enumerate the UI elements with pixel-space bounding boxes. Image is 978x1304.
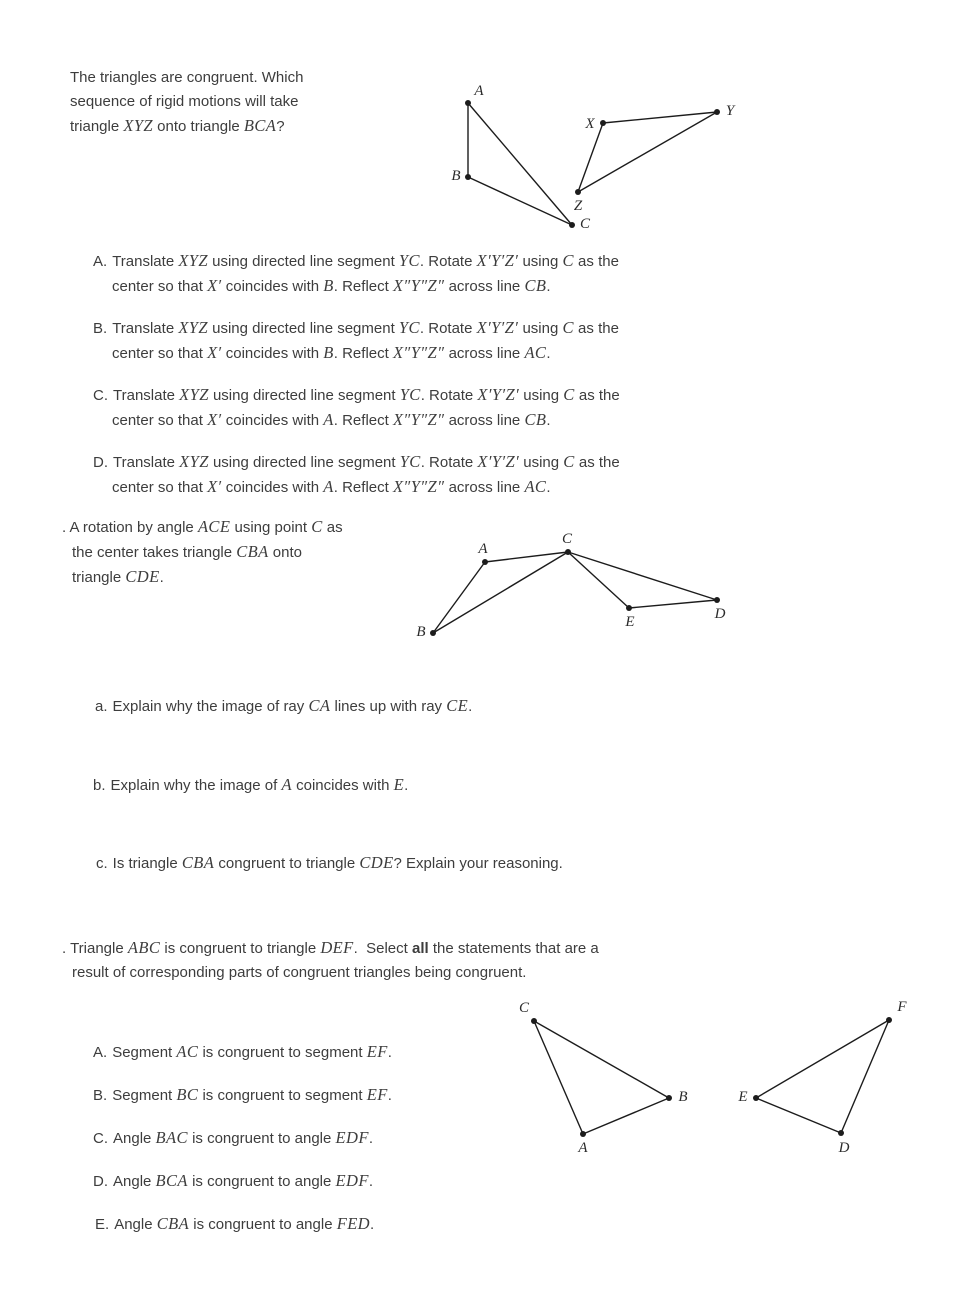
math-text: CB: [524, 276, 547, 295]
math-text: A: [323, 410, 334, 429]
triangle-edge: [568, 552, 629, 608]
vertex-dot: [626, 605, 632, 611]
math-text: E: [393, 775, 405, 794]
text-run: Translate: [113, 387, 180, 404]
text-run: center so that: [112, 345, 208, 362]
text-run: using: [519, 387, 564, 404]
text-run: .: [368, 1173, 373, 1190]
math-text: AC: [524, 477, 547, 496]
text-run: center so that: [112, 412, 208, 429]
math-text: CBA: [156, 1214, 190, 1233]
text-run: Is triangle: [112, 855, 182, 872]
math-text: X′: [207, 477, 222, 496]
math-text: CE: [446, 696, 469, 715]
math-text: B: [323, 343, 334, 362]
math-text: EDF: [335, 1171, 369, 1190]
q3-triangle-diagram: [505, 995, 925, 1160]
math-text: X′Y′Z′: [477, 452, 520, 471]
text-run: . Select: [353, 940, 412, 957]
math-text: C: [311, 517, 323, 536]
vertex-dot: [575, 189, 581, 195]
math-text: X′: [207, 276, 222, 295]
vertex-label: F: [897, 999, 907, 1015]
q1-prompt: [70, 66, 380, 139]
text-run: sequence of rigid motions will take: [70, 93, 299, 110]
text-run: . A rotation by angle: [62, 519, 198, 536]
text-run: across line: [444, 278, 525, 295]
text-run: using: [518, 253, 563, 270]
triangle-edge: [578, 123, 603, 192]
option-text: [112, 320, 619, 362]
math-text: X′Y′Z′: [476, 251, 519, 270]
math-text: YC: [399, 452, 421, 471]
text-run: using: [519, 454, 564, 471]
triangle-figure: [505, 995, 925, 1160]
q3-statement-e: [95, 1212, 565, 1237]
text-run: .: [159, 569, 164, 586]
text-run: . Reflect: [333, 345, 393, 362]
text-run: using point: [230, 519, 312, 536]
part-label: a.: [95, 698, 108, 715]
math-text: X″Y″Z″: [392, 276, 445, 295]
math-text: EDF: [335, 1128, 369, 1147]
text-run: Translate: [112, 253, 179, 270]
text-run: congruent to triangle: [214, 855, 360, 872]
math-text: CDE: [359, 853, 394, 872]
math-text: CA: [308, 696, 331, 715]
text-run: coincides with: [221, 278, 324, 295]
bold-text: all: [411, 940, 429, 957]
vertex-dot: [714, 597, 720, 603]
math-text: CDE: [125, 567, 160, 586]
triangle-figure: [405, 530, 735, 645]
q2-part-c: [96, 851, 736, 876]
q1-option-d: [93, 450, 765, 500]
text-run: as the: [573, 253, 619, 270]
statement-text: [114, 1216, 374, 1233]
text-run: Translate: [113, 454, 180, 471]
text-run: . Rotate: [420, 454, 478, 471]
vertex-label: B: [451, 168, 461, 184]
math-text: X″Y″Z″: [392, 410, 445, 429]
q1-option-c: [93, 383, 765, 433]
math-text: DEF: [320, 938, 354, 957]
text-run: as: [322, 519, 343, 536]
vertex-label: X: [585, 116, 595, 132]
math-text: YC: [398, 318, 420, 337]
vertex-label: Z: [573, 198, 583, 214]
text-run: coincides with: [221, 479, 324, 496]
q3-statement-d: [93, 1169, 563, 1194]
text-run: coincides with: [221, 412, 324, 429]
text-run: as the: [574, 454, 620, 471]
triangle-edge: [433, 562, 485, 633]
vertex-label: Y: [725, 103, 735, 119]
q3-prompt: [62, 936, 727, 985]
text-run: . Reflect: [333, 278, 393, 295]
option-label: A.: [93, 253, 108, 270]
q3-statement-b: [93, 1083, 563, 1108]
text-run: .: [404, 777, 409, 794]
text-run: The triangles are congruent. Which: [70, 69, 304, 86]
math-text: X′: [207, 410, 222, 429]
vertex-label: A: [578, 1140, 588, 1156]
text-run: .: [368, 1130, 373, 1147]
vertex-dot: [753, 1095, 759, 1101]
option-label: D.: [93, 454, 108, 471]
vertex-label: B: [678, 1089, 688, 1105]
vertex-label: A: [478, 541, 488, 557]
vertex-label: C: [579, 216, 591, 232]
text-run: . Triangle: [62, 940, 128, 957]
vertex-dot: [886, 1017, 892, 1023]
text-run: is congruent to angle: [189, 1216, 337, 1233]
math-text: C: [562, 318, 574, 337]
text-run: using: [518, 320, 563, 337]
triangle-edge: [485, 552, 568, 562]
text-run: center so that: [112, 479, 208, 496]
text-run: .: [387, 1044, 392, 1061]
triangle-edge: [578, 112, 717, 192]
text-run: across line: [444, 412, 525, 429]
text-run: Segment: [112, 1044, 177, 1061]
triangle-edge: [841, 1020, 889, 1133]
math-text: C: [563, 452, 575, 471]
math-text: AC: [524, 343, 547, 362]
math-text: XYZ: [123, 116, 154, 135]
text-run: Angle: [114, 1216, 157, 1233]
text-run: . Reflect: [333, 412, 393, 429]
vertex-dot: [465, 100, 471, 106]
triangle-edge: [433, 552, 568, 633]
math-text: BAC: [155, 1128, 188, 1147]
text-run: triangle: [70, 118, 124, 135]
math-text: A: [281, 775, 292, 794]
math-text: C: [563, 385, 575, 404]
vertex-label: D: [714, 606, 726, 622]
statement-text: [113, 1173, 373, 1190]
text-run: onto: [268, 544, 303, 561]
text-run: Angle: [113, 1173, 156, 1190]
text-run: . Rotate: [420, 387, 478, 404]
q1-option-b: [93, 316, 765, 366]
text-run: is congruent to angle: [187, 1173, 336, 1190]
triangle-figure: [430, 75, 760, 240]
text-run: . Rotate: [419, 320, 477, 337]
vertex-dot: [666, 1095, 672, 1101]
text-run: across line: [444, 479, 525, 496]
vertex-dot: [565, 549, 571, 555]
statement-label: D.: [93, 1173, 108, 1190]
text-run: . Rotate: [419, 253, 477, 270]
math-text: CBA: [236, 542, 269, 561]
statement-text: [112, 1044, 392, 1061]
text-run: Explain why the image of: [110, 777, 282, 794]
q2-triangle-diagram: [405, 530, 735, 645]
triangle-edge: [568, 552, 717, 600]
text-run: ? Explain your reasoning.: [393, 855, 563, 872]
option-label: C.: [93, 387, 108, 404]
part-label: c.: [96, 855, 108, 872]
triangle-edge: [468, 103, 572, 225]
vertex-dot: [482, 559, 488, 565]
text-run: the center takes triangle: [72, 544, 237, 561]
text-run: result of corresponding parts of congruent triangles being congruent.: [72, 964, 527, 981]
vertex-dot: [580, 1131, 586, 1137]
q2-prompt: [62, 515, 432, 590]
math-text: XYZ: [178, 251, 208, 270]
math-text: BCA: [155, 1171, 188, 1190]
text-run: the statements that are a: [428, 940, 599, 957]
q3-statement-a: [93, 1040, 563, 1065]
statement-label: B.: [93, 1087, 108, 1104]
math-text: X″Y″Z″: [392, 343, 445, 362]
q1-triangle-diagram: [430, 75, 760, 240]
math-text: EF: [366, 1042, 388, 1061]
text-run: Angle: [113, 1130, 156, 1147]
text-run: using directed line segment: [207, 253, 399, 270]
vertex-dot: [838, 1130, 844, 1136]
vertex-dot: [531, 1018, 537, 1024]
triangle-edge: [583, 1098, 669, 1134]
text-run: Segment: [112, 1087, 177, 1104]
math-text: X″Y″Z″: [392, 477, 445, 496]
vertex-dot: [714, 109, 720, 115]
text-run: .: [370, 1216, 375, 1233]
math-text: C: [562, 251, 574, 270]
option-label: B.: [93, 320, 108, 337]
part-label: b.: [93, 777, 106, 794]
vertex-dot: [600, 120, 606, 126]
text-run: .: [546, 345, 551, 362]
text-run: .: [546, 479, 551, 496]
text-run: using directed line segment: [207, 320, 399, 337]
text-run: is congruent to segment: [198, 1087, 367, 1104]
math-text: YC: [398, 251, 420, 270]
vertex-dot: [465, 174, 471, 180]
text-run: .: [546, 412, 551, 429]
math-text: X′Y′Z′: [476, 318, 519, 337]
vertex-label: C: [561, 531, 573, 547]
q3-statement-c: [93, 1126, 563, 1151]
vertex-dot: [569, 222, 575, 228]
part-text: [111, 777, 409, 794]
text-run: .: [387, 1087, 392, 1104]
statement-label: C.: [93, 1130, 108, 1147]
math-text: B: [323, 276, 334, 295]
math-text: BC: [176, 1085, 199, 1104]
math-text: FED: [336, 1214, 370, 1233]
q2-part-a: [95, 694, 735, 719]
math-text: X′Y′Z′: [477, 385, 520, 404]
vertex-label: A: [474, 83, 484, 99]
math-text: XYZ: [178, 318, 208, 337]
vertex-label: B: [416, 624, 426, 640]
text-run: .: [546, 278, 551, 295]
text-run: is congruent to triangle: [160, 940, 321, 957]
option-text: [112, 253, 619, 295]
vertex-label: E: [738, 1089, 748, 1105]
part-text: [113, 855, 563, 872]
math-text: EF: [366, 1085, 388, 1104]
triangle-edge: [534, 1021, 583, 1134]
math-text: XYZ: [179, 385, 209, 404]
math-text: ABC: [127, 938, 161, 957]
text-run: coincides with: [221, 345, 324, 362]
vertex-label: E: [625, 614, 635, 630]
text-run: . Reflect: [333, 479, 393, 496]
text-run: lines up with ray: [330, 698, 447, 715]
text-run: Translate: [112, 320, 179, 337]
text-run: coincides with: [291, 777, 394, 794]
math-text: YC: [399, 385, 421, 404]
math-text: XYZ: [179, 452, 209, 471]
text-run: as the: [574, 387, 620, 404]
text-run: ?: [276, 118, 285, 135]
option-text: [112, 454, 620, 496]
statement-label: E.: [95, 1216, 110, 1233]
math-text: X′: [207, 343, 222, 362]
q1-option-a: [93, 249, 765, 299]
text-run: triangle: [72, 569, 126, 586]
text-run: Explain why the image of ray: [112, 698, 309, 715]
text-run: is congruent to segment: [198, 1044, 367, 1061]
vertex-dot: [430, 630, 436, 636]
triangle-edge: [756, 1098, 841, 1133]
text-run: across line: [444, 345, 525, 362]
triangle-edge: [534, 1021, 669, 1098]
statement-label: A.: [93, 1044, 108, 1061]
text-run: as the: [573, 320, 619, 337]
triangle-edge: [629, 600, 717, 608]
math-text: A: [323, 477, 334, 496]
vertex-label: D: [838, 1140, 850, 1156]
text-run: using directed line segment: [208, 387, 400, 404]
math-text: CBA: [181, 853, 215, 872]
option-text: [112, 387, 620, 429]
math-text: AC: [176, 1042, 199, 1061]
q2-part-b: [93, 773, 733, 798]
math-text: CB: [524, 410, 547, 429]
text-run: .: [468, 698, 473, 715]
text-run: center so that: [112, 278, 208, 295]
triangle-edge: [468, 177, 572, 225]
math-text: ACE: [197, 517, 231, 536]
text-run: onto triangle: [153, 118, 244, 135]
math-text: BCA: [243, 116, 277, 135]
text-run: using directed line segment: [208, 454, 400, 471]
part-text: [113, 698, 473, 715]
statement-text: [113, 1130, 373, 1147]
text-run: is congruent to angle: [187, 1130, 336, 1147]
triangle-edge: [756, 1020, 889, 1098]
vertex-label: C: [518, 1000, 530, 1016]
statement-text: [112, 1087, 392, 1104]
